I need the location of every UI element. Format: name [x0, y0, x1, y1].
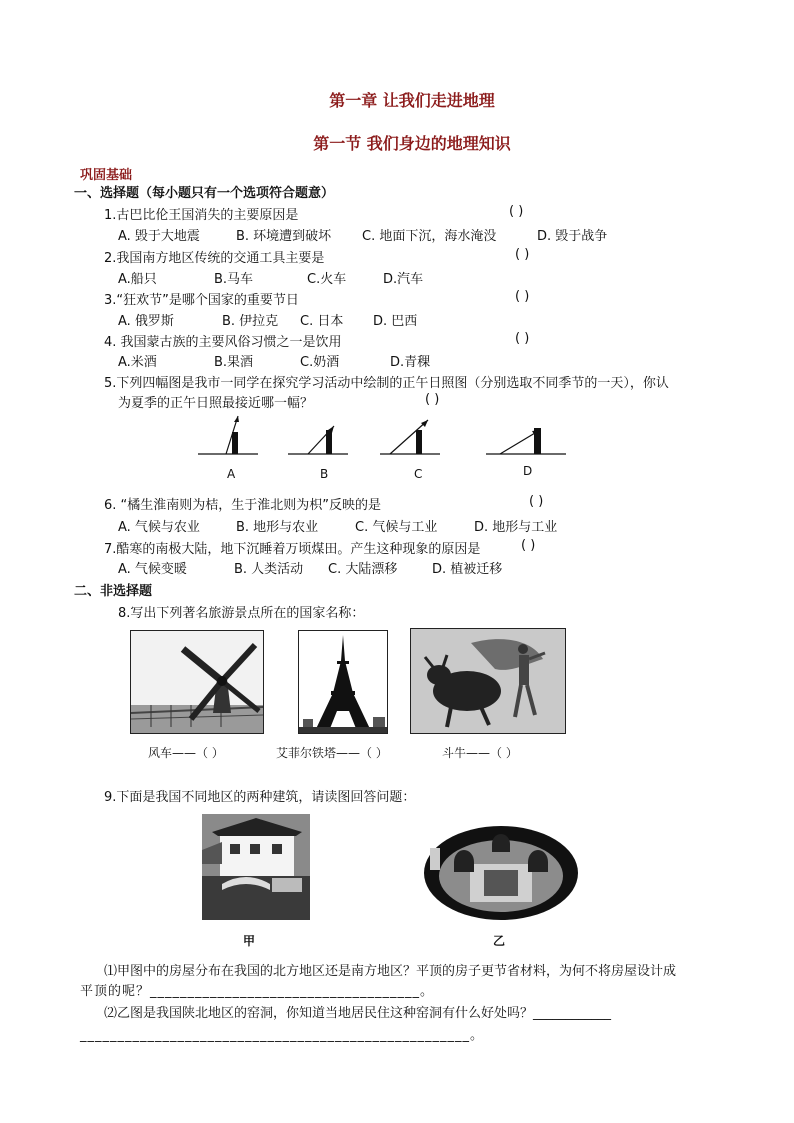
- q4-option-c: C.奶酒: [300, 355, 340, 370]
- q1-option-a: A. 毁于大地震: [118, 229, 200, 244]
- q5-stem-line2: 为夏季的正午日照最接近哪一幅？: [118, 396, 314, 411]
- q9-sub1-line1: ⑴甲图中的房屋分布在我国的北方地区还是南方地区？平顶的房子更节省材料，为何不将房屋设计成: [104, 964, 677, 979]
- q3-paren: ( ): [515, 289, 530, 304]
- windmill-icon: [131, 631, 263, 733]
- diagram-label-a: A: [227, 467, 236, 481]
- chapter-title: 第一章 让我们走进地理: [329, 91, 495, 110]
- q3-option-b: B. 伊拉克: [222, 314, 279, 329]
- q9-sub2-line2: ____________________________________________________。: [80, 1028, 484, 1043]
- part2-heading: 二、非选择题: [74, 584, 153, 599]
- q6-option-c: C. 气候与工业: [355, 520, 438, 535]
- diagram-b: [288, 426, 348, 454]
- q4-stem: 4. 我国蒙古族的主要风俗习惯之一是饮用: [104, 335, 342, 350]
- bullfight-icon: [411, 629, 565, 733]
- q6-option-a: A. 气候与农业: [118, 520, 200, 535]
- q5-paren: ( ): [425, 392, 440, 407]
- q3-option-d: D. 巴西: [373, 314, 418, 329]
- q9-sub2-line1: ⑵乙图是我国陕北地区的窑洞，你知道当地居民住这种窑洞有什么好处吗？____________: [104, 1006, 612, 1021]
- q2-stem: 2.我国南方地区传统的交通工具主要是: [104, 251, 325, 266]
- q9-stem: 9.下面是我国不同地区的两种建筑，请读图回答问题：: [104, 790, 416, 805]
- cave-dwelling-photo: [424, 826, 578, 920]
- caption-jia: 甲: [243, 934, 256, 948]
- section-label: 巩固基础: [80, 168, 133, 183]
- q7-option-b: B. 人类活动: [234, 562, 304, 577]
- q1-option-c: C. 地面下沉，海水淹没: [362, 229, 497, 244]
- q6-stem: 6. “橘生淮南则为桔，生于淮北则为枳”反映的是: [104, 498, 382, 513]
- q7-paren: ( ): [521, 538, 536, 553]
- q6-option-d: D. 地形与工业: [474, 520, 558, 535]
- part1-heading: 一、选择题（每小题只有一个选项符合题意）: [74, 186, 335, 201]
- q8-stem: 8.写出下列著名旅游景点所在的国家名称：: [118, 606, 365, 621]
- q5-stem-line1: 5.下列四幅图是我市一同学在探究学习活动中绘制的正午日照图（分别选取不同季节的一天），你认: [104, 376, 669, 391]
- eiffel-tower-icon: [299, 631, 387, 733]
- q7-option-a: A. 气候变暖: [118, 562, 187, 577]
- q2-paren: ( ): [515, 247, 530, 262]
- caption-yi: 乙: [493, 934, 506, 948]
- bullfight-caption: 斗牛——（ ）: [442, 746, 518, 760]
- q6-option-b: B. 地形与农业: [236, 520, 319, 535]
- diagram-label-c: C: [414, 467, 423, 481]
- eiffel-caption: 艾菲尔铁塔——（ ）: [276, 746, 388, 760]
- q7-stem: 7.酷寒的南极大陆，地下沉睡着万顷煤田。产生这种现象的原因是: [104, 542, 481, 557]
- q1-paren: ( ): [509, 204, 524, 219]
- southern-house-photo: [202, 814, 310, 920]
- q3-option-c: C. 日本: [300, 314, 344, 329]
- q2-option-d: D.汽车: [383, 272, 424, 287]
- q3-option-a: A. 俄罗斯: [118, 314, 174, 329]
- q2-option-c: C.火车: [307, 272, 347, 287]
- q1-stem: 1.古巴比伦王国消失的主要原因是: [104, 208, 299, 223]
- q7-option-d: D. 植被迁移: [432, 562, 503, 577]
- q3-stem: 3.“狂欢节”是哪个国家的重要节日: [104, 293, 299, 308]
- section-title: 第一节 我们身边的地理知识: [313, 134, 511, 153]
- diagram-a: [198, 416, 258, 454]
- windmill-caption: 风车——（ ）: [148, 746, 224, 760]
- q1-option-b: B. 环境遭到破坏: [236, 229, 332, 244]
- windmill-photo: [130, 630, 264, 734]
- bullfight-photo: [410, 628, 566, 734]
- q1-option-d: D. 毁于战争: [537, 229, 608, 244]
- q2-option-b: B.马车: [214, 272, 254, 287]
- diagram-label-b: B: [320, 467, 329, 481]
- q2-option-a: A.船只: [118, 272, 157, 287]
- q6-paren: ( ): [529, 494, 544, 509]
- diagram-c: [380, 420, 440, 454]
- diagram-label-d: D: [523, 464, 533, 478]
- q4-option-b: B.果酒: [214, 355, 254, 370]
- q4-option-a: A.米酒: [118, 355, 157, 370]
- house-icon: [202, 814, 310, 920]
- diagram-d: [486, 428, 566, 454]
- q4-paren: ( ): [515, 331, 530, 346]
- sun-angle-diagrams: [190, 410, 570, 470]
- cave-icon: [424, 826, 578, 920]
- eiffel-tower-photo: [298, 630, 388, 734]
- q7-option-c: C. 大陆漂移: [328, 562, 398, 577]
- q9-sub1-line2: 平顶的呢？____________________________________。: [80, 984, 435, 999]
- q4-option-d: D.青稞: [390, 355, 431, 370]
